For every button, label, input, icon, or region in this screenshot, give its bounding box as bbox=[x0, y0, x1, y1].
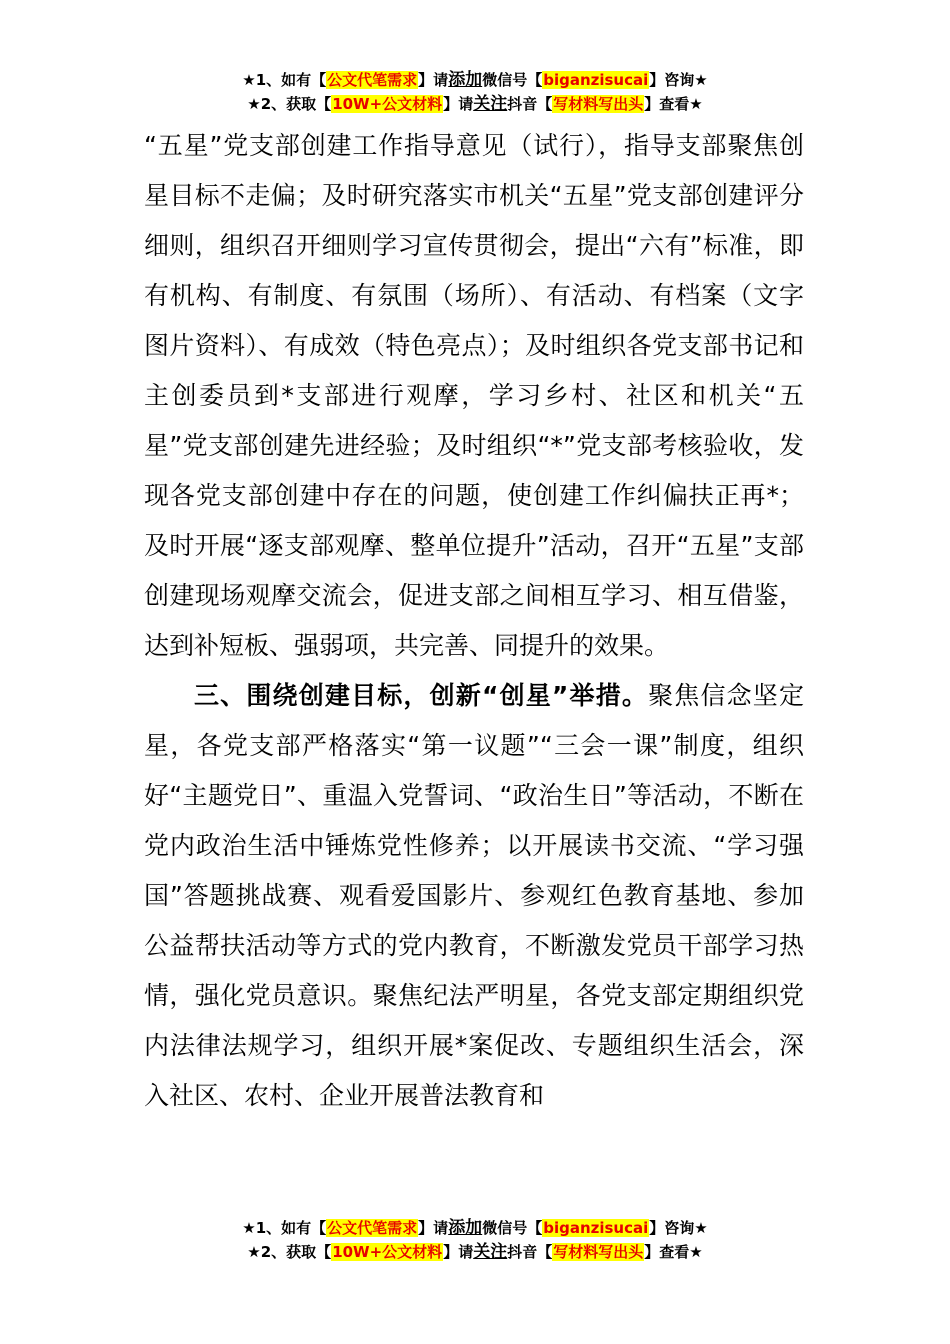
bottom-promo-banner bbox=[0, 1216, 950, 1264]
promo-line-2: ★2、获取【10W+公文材料】请关注抖音【写材料写出头】查看★ bbox=[247, 94, 703, 114]
emphasis-follow: 关注 bbox=[473, 94, 508, 114]
highlight-materials: 10W+公文材料 bbox=[332, 95, 443, 113]
highlight-douyin-id: 写材料写出头 bbox=[553, 95, 644, 113]
paragraph-2-text: 聚焦信念坚定星，各党支部严格落实“第一议题”“三会一课”制度，组织好“主题党日”、重温入党誓词、“政治生日”等活动，不断在党内政治生活中锤炼党性修养；以开展读书交流、“学习强国”答题挑战赛、观看爱国影片、参观红色教育基地、参加公益帮扶活动等方式的党内教育，不断激发党员干部学习热情，强化党员意识。聚焦纪法严明星，各党支部定期组织党内法律法规学习，组织开展*案促改、专题组织生活会，深入社区、农村、企业开展普法教育和 bbox=[144, 681, 804, 1110]
highlight-wechat-id: biganzisucai bbox=[543, 71, 649, 89]
emphasis-add: 添加 bbox=[448, 70, 483, 90]
highlight-service: 公文代笔需求 bbox=[327, 71, 418, 89]
section-heading-3: 三、围绕创建目标，创新“创星”举措。 bbox=[194, 681, 649, 710]
promo-line-2: ★2、获取【10W+公文材料】请关注抖音【写材料写出头】查看★ bbox=[247, 1242, 703, 1262]
emphasis-add: 添加 bbox=[448, 1218, 483, 1238]
promo-line-1: ★1、如有【公文代笔需求】请添加微信号【biganzisucai】咨询★ bbox=[242, 1218, 708, 1238]
highlight-wechat-id: biganzisucai bbox=[543, 1219, 649, 1237]
top-promo-banner bbox=[0, 68, 950, 116]
document-body bbox=[144, 121, 804, 1121]
emphasis-follow: 关注 bbox=[473, 1242, 508, 1262]
paragraph-2 bbox=[144, 671, 804, 1121]
promo-line-1: ★1、如有【公文代笔需求】请添加微信号【biganzisucai】咨询★ bbox=[242, 70, 708, 90]
highlight-service: 公文代笔需求 bbox=[327, 1219, 418, 1237]
highlight-materials: 10W+公文材料 bbox=[332, 1243, 443, 1261]
paragraph-1: “五星”党支部创建工作指导意见（试行），指导支部聚焦创星目标不走偏；及时研究落实市机关“五星”党支部创建评分细则，组织召开细则学习宣传贯彻会，提出“六有”标准，即有机构、有制度、有氛围（场所）、有活动、有档案（文字图片资料）、有成效（特色亮点）；及时组织各党支部书记和主创委员到*支部进行观摩，学习乡村、社区和机关“五星”党支部创建先进经验；及时组织“*”党支部考核验收，发现各党支部创建中存在的问题，使创建工作纠偏扶正再*；及时开展“逐支部观摩、整单位提升”活动，召开“五星”支部创建现场观摩交流会，促进支部之间相互学习、相互借鉴，达到补短板、强弱项，共完善、同提升的效果。 bbox=[144, 131, 804, 660]
highlight-douyin-id: 写材料写出头 bbox=[553, 1243, 644, 1261]
